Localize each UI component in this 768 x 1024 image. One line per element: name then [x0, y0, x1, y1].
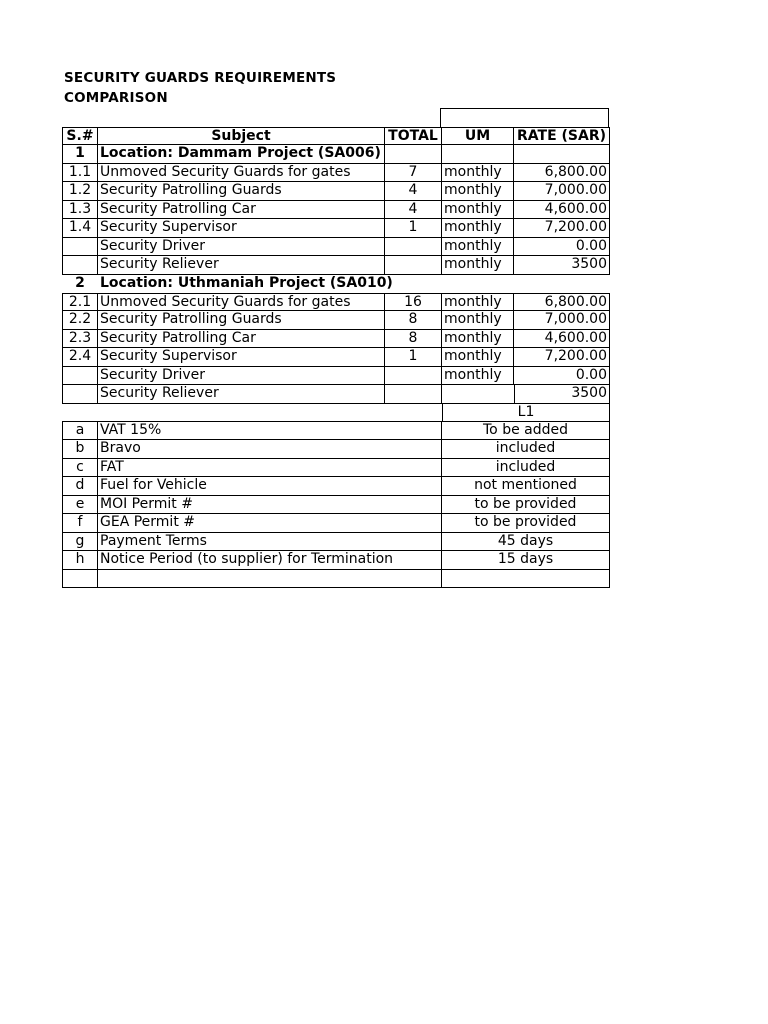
- row-sno: [62, 385, 98, 403]
- row-um: monthly: [442, 330, 514, 348]
- row-rate: 4,600.00: [514, 330, 610, 348]
- row-sno: 2.3: [62, 330, 98, 348]
- row-total: 1: [385, 219, 442, 237]
- term-value: included: [442, 459, 610, 477]
- term-label: FAT: [98, 459, 442, 477]
- section-number: 2: [75, 274, 85, 291]
- row-sno: 2.4: [62, 348, 98, 366]
- row-um: monthly: [442, 182, 514, 200]
- row-um: monthly: [442, 293, 514, 311]
- term-value: to be provided: [442, 496, 610, 514]
- term-key: b: [62, 440, 98, 458]
- row-rate: 7,000.00: [514, 311, 610, 329]
- row-sno: 1.3: [62, 201, 98, 219]
- row-subject: Security Driver: [98, 367, 385, 385]
- row-total: [385, 367, 442, 385]
- row-rate: 7,200.00: [514, 219, 610, 237]
- row-total: [385, 385, 442, 403]
- row-total: 16: [385, 293, 442, 311]
- row-um: monthly: [442, 219, 514, 237]
- row-total: 4: [385, 201, 442, 219]
- section-number: 1: [62, 145, 98, 163]
- header-sno: S.#: [62, 127, 98, 145]
- row-subject: Security Reliever: [98, 385, 385, 403]
- term-value: 15 days: [442, 551, 610, 569]
- row-rate: 7,000.00: [514, 182, 610, 200]
- term-value: to be provided: [442, 514, 610, 532]
- section-title: Location: Dammam Project (SA006): [98, 145, 385, 163]
- spacer: [62, 404, 442, 422]
- document-title-line2: COMPARISON: [64, 90, 168, 106]
- term-label: VAT 15%: [98, 422, 442, 440]
- l1-column-label: L1: [442, 404, 610, 422]
- document-title-line1: SECURITY GUARDS REQUIREMENTS: [64, 70, 337, 86]
- term-label: GEA Permit #: [98, 514, 442, 532]
- row-um: monthly: [442, 238, 514, 256]
- term-label: Payment Terms: [98, 533, 442, 551]
- row-total: [385, 256, 442, 274]
- term-key: f: [62, 514, 98, 532]
- row-um: monthly: [442, 367, 514, 385]
- row-subject: Security Driver: [98, 238, 385, 256]
- term-value: included: [442, 440, 610, 458]
- row-subject: Security Supervisor: [98, 348, 385, 366]
- term-value: not mentioned: [442, 477, 610, 495]
- empty-cell: [98, 570, 442, 588]
- row-rate: 0.00: [514, 367, 610, 385]
- comparison-table: [62, 127, 610, 588]
- row-subject: Security Patrolling Car: [98, 201, 385, 219]
- row-total: 1: [385, 348, 442, 366]
- row-rate: 3500: [514, 256, 610, 274]
- row-sno: 2.1: [62, 293, 98, 311]
- row-rate: 0.00: [514, 238, 610, 256]
- row-subject: Security Supervisor: [98, 219, 385, 237]
- row-um: monthly: [442, 256, 514, 274]
- header-total: TOTAL: [385, 127, 442, 145]
- row-sno: [62, 367, 98, 385]
- empty-cell: [514, 145, 610, 163]
- row-subject: Security Patrolling Guards: [98, 311, 385, 329]
- empty-cell: [442, 145, 514, 163]
- term-key: e: [62, 496, 98, 514]
- row-sno: 1.4: [62, 219, 98, 237]
- row-um: monthly: [442, 311, 514, 329]
- row-total: 4: [385, 182, 442, 200]
- term-key: d: [62, 477, 98, 495]
- term-value: 45 days: [442, 533, 610, 551]
- row-rate: 7,200.00: [514, 348, 610, 366]
- row-um: monthly: [442, 348, 514, 366]
- row-subject: Security Patrolling Car: [98, 330, 385, 348]
- section-title: Location: Uthmaniah Project (SA010): [100, 274, 393, 291]
- term-key: h: [62, 551, 98, 569]
- term-label: MOI Permit #: [98, 496, 442, 514]
- row-rate: 4,600.00: [514, 201, 610, 219]
- row-um: monthly: [442, 164, 514, 182]
- empty-cell: [385, 145, 442, 163]
- row-total: [385, 238, 442, 256]
- empty-cell: [442, 570, 610, 588]
- row-sno: [62, 238, 98, 256]
- header-um: UM: [442, 127, 514, 145]
- header-subject: Subject: [98, 127, 385, 145]
- header-rate: RATE (SAR): [514, 127, 610, 145]
- row-subject: Security Reliever: [98, 256, 385, 274]
- row-um: monthly: [442, 201, 514, 219]
- row-rate: 3500: [514, 385, 610, 403]
- row-subject: Security Patrolling Guards: [98, 182, 385, 200]
- empty-header-box: [440, 108, 609, 128]
- row-um: [442, 385, 514, 403]
- row-total: 7: [385, 164, 442, 182]
- row-sno: 2.2: [62, 311, 98, 329]
- term-label: Bravo: [98, 440, 442, 458]
- row-sno: 1.1: [62, 164, 98, 182]
- row-sno: 1.2: [62, 182, 98, 200]
- empty-cell: [62, 570, 98, 588]
- row-subject: Unmoved Security Guards for gates: [98, 164, 385, 182]
- term-label: Fuel for Vehicle: [98, 477, 442, 495]
- row-total: 8: [385, 330, 442, 348]
- row-subject: Unmoved Security Guards for gates: [98, 293, 385, 311]
- term-value: To be added: [442, 422, 610, 440]
- row-rate: 6,800.00: [514, 293, 610, 311]
- row-sno: [62, 256, 98, 274]
- term-key: c: [62, 459, 98, 477]
- term-key: g: [62, 533, 98, 551]
- term-label: Notice Period (to supplier) for Termination: [98, 551, 442, 569]
- row-total: 8: [385, 311, 442, 329]
- term-key: a: [62, 422, 98, 440]
- row-rate: 6,800.00: [514, 164, 610, 182]
